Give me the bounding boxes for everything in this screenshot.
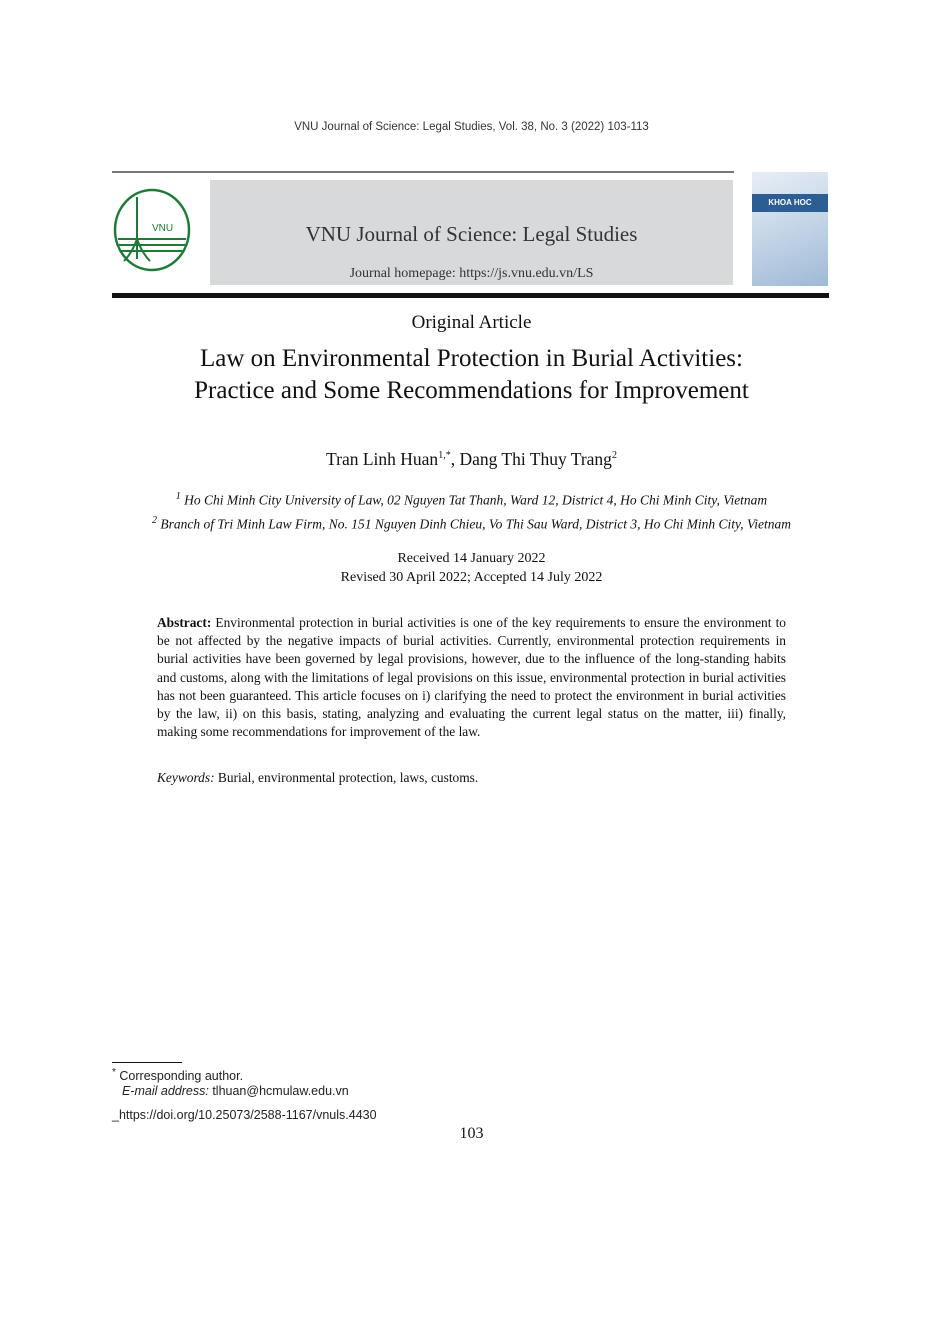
journal-homepage: Journal homepage: https://js.vnu.edu.vn/LS xyxy=(349,266,594,281)
affiliation-1: $^1$ Ho Chi Minh City University of Law, 02 Nguyen Tat Thanh, Ward 12, District 4, Ho Chi Minh City, Vietnam xyxy=(175,491,768,508)
footnote-rule xyxy=(112,1062,182,1063)
svg-text:VNU: VNU xyxy=(152,223,174,234)
authors: Tran Linh Huan$^{1,*}$, Dang Thi Thuy Trang$^2$ xyxy=(326,449,617,469)
article-type: Original Article xyxy=(411,312,532,333)
footnote-corresponding: * Corresponding author. xyxy=(112,1067,244,1084)
keywords: Keywords: Burial, environmental protection, laws, customs. xyxy=(157,770,479,785)
affiliation-2: $^2$ Branch of Tri Minh Law Firm, No. 151 Nguyen Dinh Chieu, Vo Thi Sau Ward, District 3, Ho Chi Minh City, Vietnam xyxy=(151,515,792,532)
page-number: 103 xyxy=(459,1125,484,1142)
running-header: VNU Journal of Science: Legal Studies, Vol. 38, No. 3 (2022) 103-113 xyxy=(294,121,649,133)
divider xyxy=(112,171,734,173)
journal-cover-image: KHOA HOC xyxy=(752,172,828,286)
article-title: Law on Environmental Protection in Burial Activities: Practice and Some Recommendations for Improvement xyxy=(194,345,749,404)
dates: Received 14 January 2022 Revised 30 April 2022; Accepted 14 July 2022 xyxy=(340,551,603,585)
journal-name: VNU Journal of Science: Legal Studies xyxy=(305,222,638,246)
abstract: Abstract: Environmental protection in burial activities is one of the key requirements to ensure the environment to be not affected by the negative impacts of burial activities. Currently, environmental protection requirements in burial activities have been governed by legal provisions, however, due to the influence of the long-standing habits and customs, along with the limitations of legal provisions on this issue, environmental protection in burial activities has not been guaranteed. This article focuses on i) clarifying the need to protect the environment in burial activities by the law, ii) on this basis, stating, analyzing and evaluating the current legal status on the matter, iii) finally, making some recommendations for improvement of the law. xyxy=(157,615,786,740)
footnote-email: E-mail address: tlhuan@hcmulaw.edu.vn xyxy=(122,1084,349,1098)
journal-banner xyxy=(210,180,733,285)
vnu-logo xyxy=(112,187,192,273)
doi-link[interactable]: _https://doi.org/10.25073/2588-1167/vnuls.4430 xyxy=(112,1108,377,1122)
thick-divider xyxy=(112,293,829,298)
